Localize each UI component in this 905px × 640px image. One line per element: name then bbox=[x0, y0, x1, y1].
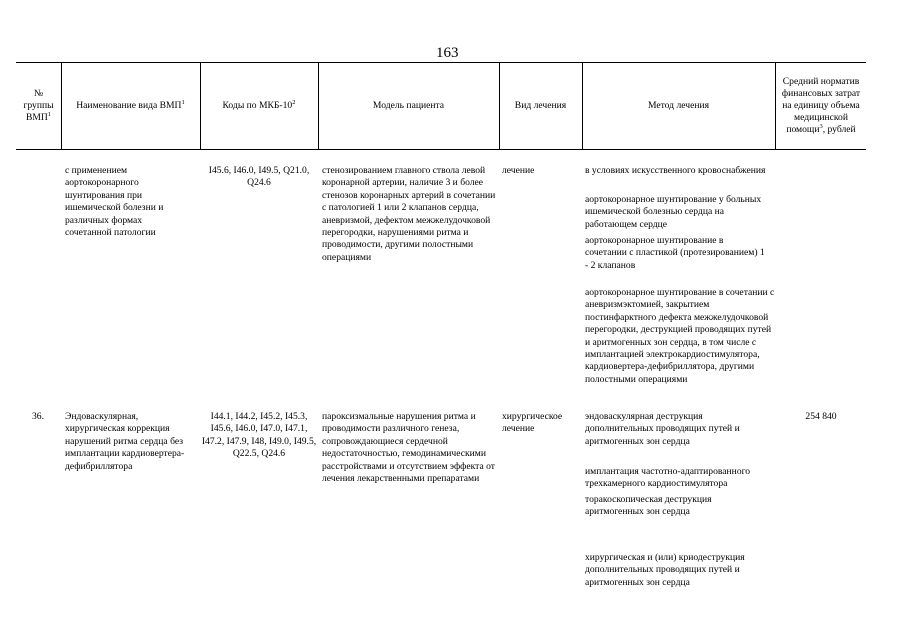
row1-treatment-type: лечение bbox=[502, 165, 535, 176]
header-treatment-method bbox=[582, 62, 775, 149]
header-patient-model bbox=[318, 62, 499, 149]
page-number: 163 bbox=[436, 45, 459, 61]
row1-method-1: в условиях искусственного кровоснабжения bbox=[585, 165, 766, 176]
header-cost-tail: , рублей bbox=[822, 123, 856, 135]
table-header-rule bbox=[16, 149, 866, 150]
header-vmp-sup: 1 bbox=[181, 98, 185, 106]
header-vmp-name bbox=[61, 62, 200, 149]
row1-vmp-name: с применением аортокоронарного шунтирования при ишемической болезни и различных формах сочетанной патологии bbox=[65, 165, 164, 239]
header-group-no-text: № группы ВМП bbox=[23, 87, 54, 123]
row2-method-3: торакоскопическая деструкция аритмогенных зон сердца bbox=[585, 494, 712, 518]
header-treatment-text: Вид лечения bbox=[514, 99, 567, 111]
header-group-no bbox=[16, 62, 61, 149]
row2-icd-codes: I44.1, I44.2, I45.2, I45.3, I45.6, I46.0, I47.0, I47.1, I47.2, I47.9, I48, I49.0, I49.5, Q22.5, Q24.6 bbox=[201, 411, 317, 460]
header-group-sup: 1 bbox=[47, 110, 52, 118]
header-patient-text: Модель пациента bbox=[372, 99, 445, 111]
row2-group-number: 36. bbox=[32, 411, 44, 422]
row1-icd-codes: I45.6, I46.0, I49.5, Q21.0, Q24.6 bbox=[208, 165, 310, 189]
header-treatment-type bbox=[499, 62, 582, 149]
header-cost-text: Средний норматив финансовых затрат на единицу объема медицинской помощи bbox=[781, 75, 861, 135]
row1-method-2: аортокоронарное шунтирование у больных ишемической болезнью сердца на работающем сердце bbox=[585, 194, 762, 230]
header-method-text: Метод лечения bbox=[647, 99, 710, 111]
row1-patient-model: стенозированием главного ствола левой коронарной артерии, наличие 3 и более стенозов коронарных артерий в сочетании с патологией 1 или 2 клапанов сердца, аневризмой, дефектом межжелудочковой перегородки, нарушениями ритма и проводимости, другими полостными операциями bbox=[322, 165, 496, 263]
header-vmp-name-text: Наименование вида ВМП bbox=[76, 99, 182, 111]
row2-method-2: имплантация частотно-адаптированного трехкамерного кардиостимулятора bbox=[585, 466, 751, 490]
header-cost-sup: 3 bbox=[819, 122, 823, 130]
header-icd-sup: 2 bbox=[292, 98, 296, 106]
row2-patient-model: пароксизмальные нарушения ритма и проводимости различного генеза, сопровождающиеся сердечной недостаточностью, гемодинамическими расстройствами и отсутствием эффекта от лечения лекарственными препаратами bbox=[322, 411, 495, 485]
header-icd-codes bbox=[200, 62, 318, 149]
row2-vmp-name: Эндоваскулярная, хирургическая коррекция нарушений ритма сердца без имплантации кардиовертера-дефибриллятора bbox=[65, 411, 185, 472]
row2-avg-cost: 254 840 bbox=[805, 411, 837, 422]
row1-method-4: аортокоронарное шунтирование в сочетании с аневризмэктомией, закрытием постинфарктного дефекта межжелудочковой перегородки, деструкцией проводящих путей и аритмогенных зон сердца, в том числе с имплантацией электрокардиостимулятора, кардиовертера-дефибриллятора, другими полостными операциями bbox=[585, 287, 775, 385]
header-icd-text: Коды по МКБ-10 bbox=[222, 99, 293, 111]
row2-method-4: хирургическая и (или) криодеструкция дополнительных проводящих путей и аритмогенных зон сердца bbox=[585, 552, 745, 588]
row2-treatment-type: хирургическое лечение bbox=[502, 411, 563, 435]
row1-method-3: аортокоронарное шунтирование в сочетании с пластикой (протезированием) 1 - 2 клапанов bbox=[585, 235, 765, 271]
header-avg-cost bbox=[776, 62, 866, 149]
row2-method-1: эндоваскулярная деструкция дополнительных проводящих путей и аритмогенных зон сердца bbox=[585, 411, 740, 447]
